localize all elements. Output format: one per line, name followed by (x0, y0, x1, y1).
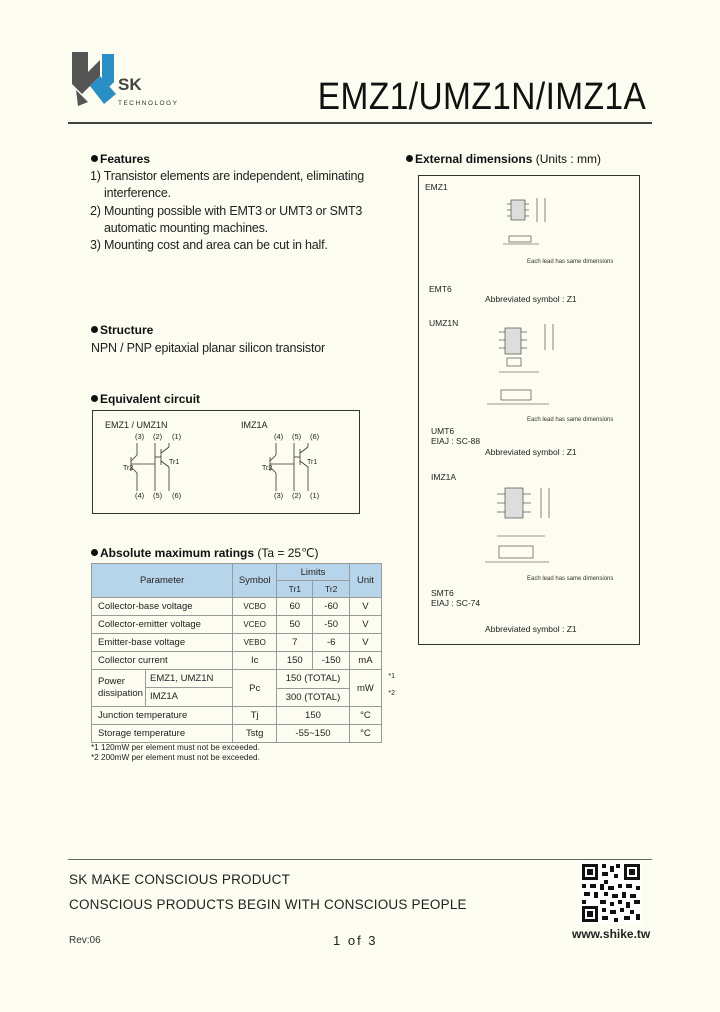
pin-label: (3) (274, 491, 284, 500)
cell-symbol: Tj (233, 707, 277, 725)
tr1-label: Tr1 (307, 459, 318, 466)
pin-label: (2) (153, 432, 163, 441)
bullet-icon (406, 155, 413, 162)
cell-symbol: Pc (233, 670, 277, 707)
umz1n-package-drawing-icon (479, 320, 589, 416)
power-param-label: Power dissipation (92, 670, 146, 706)
bullet-icon (91, 549, 98, 556)
cell-unit: V (349, 598, 381, 616)
cell-symbol: VCBO (233, 598, 277, 616)
cell-tr1: 150 (277, 652, 313, 670)
emz1-label: EMZ1 (425, 182, 448, 192)
cell-unit: °C (349, 725, 381, 743)
cell-tr2: -50 (313, 616, 349, 634)
cell-param: Collector current (92, 652, 233, 670)
cell-symbol: Tstg (233, 725, 277, 743)
cell-tr2: -150 (313, 652, 349, 670)
cell-symbol: VEBO (233, 634, 277, 652)
cell-unit: mW *1 *2 (349, 670, 381, 707)
power-sub1: EMZ1, UMZ1N (146, 670, 232, 688)
pin-label: (3) (135, 432, 145, 441)
umz1n-eiaj: EIAJ : SC-88 (431, 436, 481, 446)
emz1-package-drawing-icon (489, 192, 569, 256)
feature-line-5: 3) Mounting cost and area can be cut in half. (90, 238, 328, 252)
cell-param (92, 670, 233, 707)
table-row (92, 670, 382, 689)
tr1-label: Tr1 (169, 459, 180, 466)
cell-value: 300 (TOTAL) (277, 688, 350, 707)
feature-line-2: interference. (104, 186, 171, 200)
cell-unit: mA (349, 652, 381, 670)
umz1n-package: UMT6 (431, 426, 455, 436)
imz1a-package: SMT6 (431, 588, 454, 598)
imz1a-label: IMZ1A (431, 472, 457, 482)
qr-code-icon (580, 862, 642, 924)
ratings-table (91, 563, 395, 743)
cell-param: Collector-base voltage (92, 598, 233, 616)
table-row (92, 707, 382, 725)
equivalent-circuit-diagram (92, 410, 360, 514)
slogan-line-2: CONSCIOUS PRODUCTS BEGIN WITH CONSCIOUS PEOPLE (69, 897, 467, 912)
bullet-icon (91, 395, 98, 402)
cell-tr1: 50 (277, 616, 313, 634)
ratings-heading: Absolute maximum ratings (Ta = 25℃) (91, 546, 319, 560)
pin-label: (1) (310, 491, 320, 500)
header-divider (68, 122, 652, 124)
cell-param: Storage temperature (92, 725, 233, 743)
circuit-label-left: EMZ1 / UMZ1N (105, 420, 168, 430)
bullet-icon (91, 155, 98, 162)
footnote-1: *1 120mW per element must not be exceeded. (91, 743, 260, 752)
col-unit: Unit (349, 564, 381, 598)
dimensions-panel (418, 175, 640, 645)
logo-subtext: TECHNOLOGY (118, 100, 179, 107)
features-heading: Features (91, 152, 150, 166)
cell-param: Collector-emitter voltage (92, 616, 233, 634)
table-row (92, 634, 382, 652)
imz1a-symbol: Abbreviated symbol : Z1 (485, 624, 577, 634)
cell-value: 150 (TOTAL) (277, 670, 350, 689)
table-row (92, 725, 382, 743)
col-tr1: Tr1 (277, 581, 313, 598)
page-title: EMZ1/UMZ1N/IMZ1A (317, 76, 646, 118)
footnote-mark: *1 (388, 673, 395, 680)
cell-symbol: VCEO (233, 616, 277, 634)
pin-label: (4) (135, 491, 145, 500)
cell-unit: V (349, 634, 381, 652)
cell-unit: V (349, 616, 381, 634)
cell-tr1: 60 (277, 598, 313, 616)
col-parameter: Parameter (92, 564, 233, 598)
pin-label: (1) (172, 432, 182, 441)
power-sub2: IMZ1A (150, 691, 178, 702)
footnote-2: *2 200mW per element must not be exceeded. (91, 753, 260, 762)
table-row (92, 598, 382, 616)
umz1n-symbol: Abbreviated symbol : Z1 (485, 447, 577, 457)
feature-line-3: 2) Mounting possible with EMT3 or UMT3 or SMT3 (90, 204, 363, 218)
imz1a-note: Each lead has same dimensions (527, 576, 614, 582)
cell-tr2: -6 (313, 634, 349, 652)
emz1-note: Each lead has same dimensions (527, 259, 614, 265)
revision-label: Rev:06 (69, 935, 101, 946)
umz1n-label: UMZ1N (429, 318, 459, 328)
imz1a-eiaj: EIAJ : SC-74 (431, 598, 481, 608)
pin-label: (5) (292, 432, 302, 441)
col-tr2: Tr2 (313, 581, 349, 598)
umz1n-note: Each lead has same dimensions (527, 417, 614, 423)
page-number: 1 of 3 (333, 933, 378, 948)
dimensions-heading: External dimensions (Units : mm) (406, 152, 601, 166)
bullet-icon (91, 326, 98, 333)
cell-value: -55~150 (277, 725, 350, 743)
pin-label: (6) (310, 432, 320, 441)
circuit-heading: Equivalent circuit (91, 392, 200, 406)
cell-value: 150 (277, 707, 350, 725)
feature-line-1: 1) Transistor elements are independent, eliminating (90, 169, 364, 183)
pin-label: (6) (172, 491, 182, 500)
col-limits: Limits (277, 564, 350, 581)
table-row (92, 616, 382, 634)
emz1-package: EMT6 (429, 284, 452, 294)
cell-param: Emitter-base voltage (92, 634, 233, 652)
pin-label: (2) (292, 491, 302, 500)
col-symbol: Symbol (233, 564, 277, 598)
emz1-symbol: Abbreviated symbol : Z1 (485, 294, 577, 304)
website-url: www.shike.tw (572, 927, 651, 941)
cell-unit: °C (349, 707, 381, 725)
tr2-label: Tr2 (262, 465, 273, 472)
slogan-line-1: SK MAKE CONSCIOUS PRODUCT (69, 872, 291, 887)
footnote-mark: *2 (388, 690, 395, 697)
circuit-schematic-icon (93, 411, 361, 515)
pin-label: (4) (274, 432, 284, 441)
footer-divider (68, 859, 652, 860)
tr2-label: Tr2 (123, 465, 134, 472)
imz1a-package-drawing-icon (479, 482, 599, 578)
cell-tr2: -60 (313, 598, 349, 616)
pin-label: (5) (153, 491, 163, 500)
table-row (92, 652, 382, 670)
cell-param: Junction temperature (92, 707, 233, 725)
cell-tr1: 7 (277, 634, 313, 652)
structure-heading: Structure (91, 323, 153, 337)
cell-symbol: Ic (233, 652, 277, 670)
logo-text: SK (118, 75, 142, 94)
circuit-label-right: IMZ1A (241, 420, 268, 430)
feature-line-4: automatic mounting machines. (104, 221, 268, 235)
structure-text: NPN / PNP epitaxial planar silicon transistor (91, 341, 325, 355)
